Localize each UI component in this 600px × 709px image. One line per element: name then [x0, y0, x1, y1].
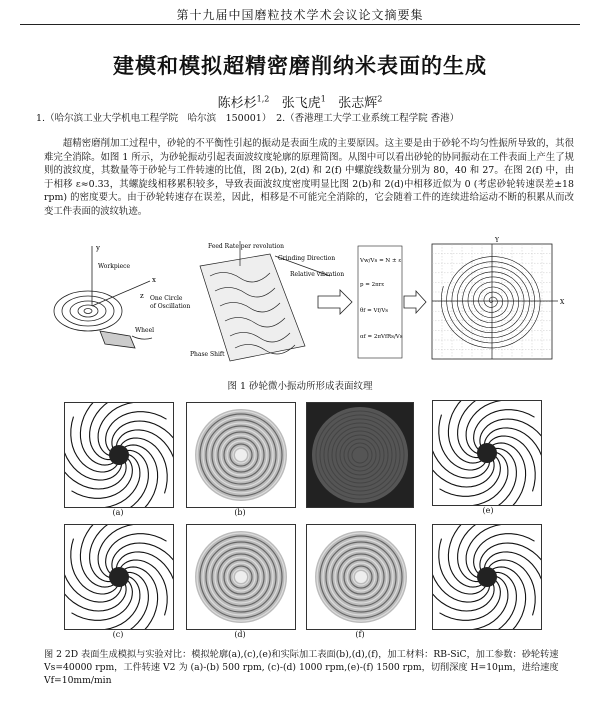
fig1-label-grinding-dir: Grinding Direction — [278, 255, 336, 262]
figure-2-caption: 图 2 2D 表面生成模拟与实验对比：模拟轮廓(a),(c),(e)和实际加工表面(b),(d),(f)，加工材料：RB-SiC，加工参数：砂轮转速 Vs=40000 rpm，工件转速 V2 为 (a)-(b) 500 rpm, (c)-(d) 1000 rpm,(e)-(f) 1500 rpm，切削深度 H=10μm，进给速度 Vf=10mm/min — [44, 649, 559, 686]
panel-c-plot — [64, 524, 174, 630]
author-2: 张飞虎 — [281, 96, 321, 111]
fig1-label-phase-shift: Phase Shift — [190, 351, 225, 358]
author-2-sup: 1 — [320, 94, 326, 104]
fig1-label-z: z — [140, 292, 144, 300]
author-1-sup: 1,2 — [256, 94, 270, 104]
figure-1-caption: 图 1 砂轮微小振动所形成表面纹理 — [227, 381, 373, 392]
fig1-grid-label-y: Y — [495, 237, 499, 244]
author-3-sup: 2 — [377, 94, 383, 104]
panel-c-label: (c) — [112, 630, 124, 639]
right-arrow-icon — [318, 290, 352, 314]
author-line — [0, 92, 600, 111]
fig1-label-relative-vib: Relative vibration — [290, 271, 345, 278]
formula-2: p = 2πrε — [360, 282, 385, 288]
panel-a-label: (a) — [112, 508, 124, 517]
panel-f-plot — [306, 524, 416, 630]
panel-b-plot — [186, 402, 296, 508]
fig1-label-circle: One Circle — [150, 295, 183, 302]
formula-3: θf = Vf/Vs — [360, 308, 389, 314]
fig1-grid-label-x: X — [560, 299, 565, 306]
figure-1 — [40, 236, 570, 366]
fig1-label-oscillation: of Oscillation — [150, 303, 191, 310]
paper-title: 建模和模拟超精密磨削纳米表面的生成 — [113, 53, 487, 78]
panel-exp-dark-plot — [306, 402, 414, 508]
affiliations: 1.（哈尔滨工业大学机电工程学院 哈尔滨 150001） 2.（香港理工大学工业系统工程学院 香港） — [36, 113, 460, 124]
author-1: 陈杉杉 — [217, 96, 257, 111]
panel-a-plot — [64, 402, 174, 508]
fig1-label-y: y — [96, 244, 100, 252]
panel-sim-extra-plot — [432, 524, 542, 630]
panel-d-plot — [186, 524, 296, 630]
fig1-label-feed-rate: Feed Rate per revolution — [208, 243, 284, 250]
panel-f-label: (f) — [355, 630, 365, 639]
figure-1-schematic — [40, 236, 570, 366]
panel-b-label: (b) — [234, 508, 246, 517]
panel-e-label: (e) — [482, 506, 494, 515]
fig1-label-workpiece: Workpiece — [98, 263, 131, 270]
header-rule — [20, 24, 580, 25]
running-header: 第十九届中国磨粒技术学术会议论文摘要集 — [176, 8, 424, 22]
author-3: 张志辉 — [338, 96, 378, 111]
spiral-grid-plot — [432, 244, 558, 359]
fig1-label-wheel: Wheel — [135, 327, 155, 334]
formula-4: αf = 2πVfRs/Vs — [360, 334, 403, 340]
formula-1: Vw/Vs = N ± ε — [360, 258, 402, 264]
panel-d-label: (d) — [234, 630, 246, 639]
fig1-label-x: x — [152, 276, 156, 284]
body-paragraph: 超精密磨削加工过程中，砂轮的不平衡性引起的振动是表面生成的主要原因。这主要是由于砂轮不均匀性振所导致的，其很难完全消除。如图 1 所示，为砂轮振动引起表面波纹度轮廓的原理简图。从图中可以看出砂轮的协同振动在工件表面上产生了规则的波纹度，其数量等于砂轮与工件转速的比值，图 2(b), 2(d) 和 2(f) 中螺旋线数量分别为 80，40 和 27。在图 2(f) 中，由于相移 ε≈0.33，其螺旋线相移累积较多，导致表面波纹度密度明显比图 2(b)和 2(d)中相移近似为 0 (考虑砂轮转速误差±18 rpm) 的密度要大。由于砂轮转速存在误差，因此，相移是不可能完全消除的，它会随着工件的连续进给运动不断的积累从而改变工件表面的波纹轨迹。 — [44, 138, 574, 217]
panel-e-plot — [432, 400, 542, 506]
right-arrow-icon-2 — [404, 291, 426, 313]
